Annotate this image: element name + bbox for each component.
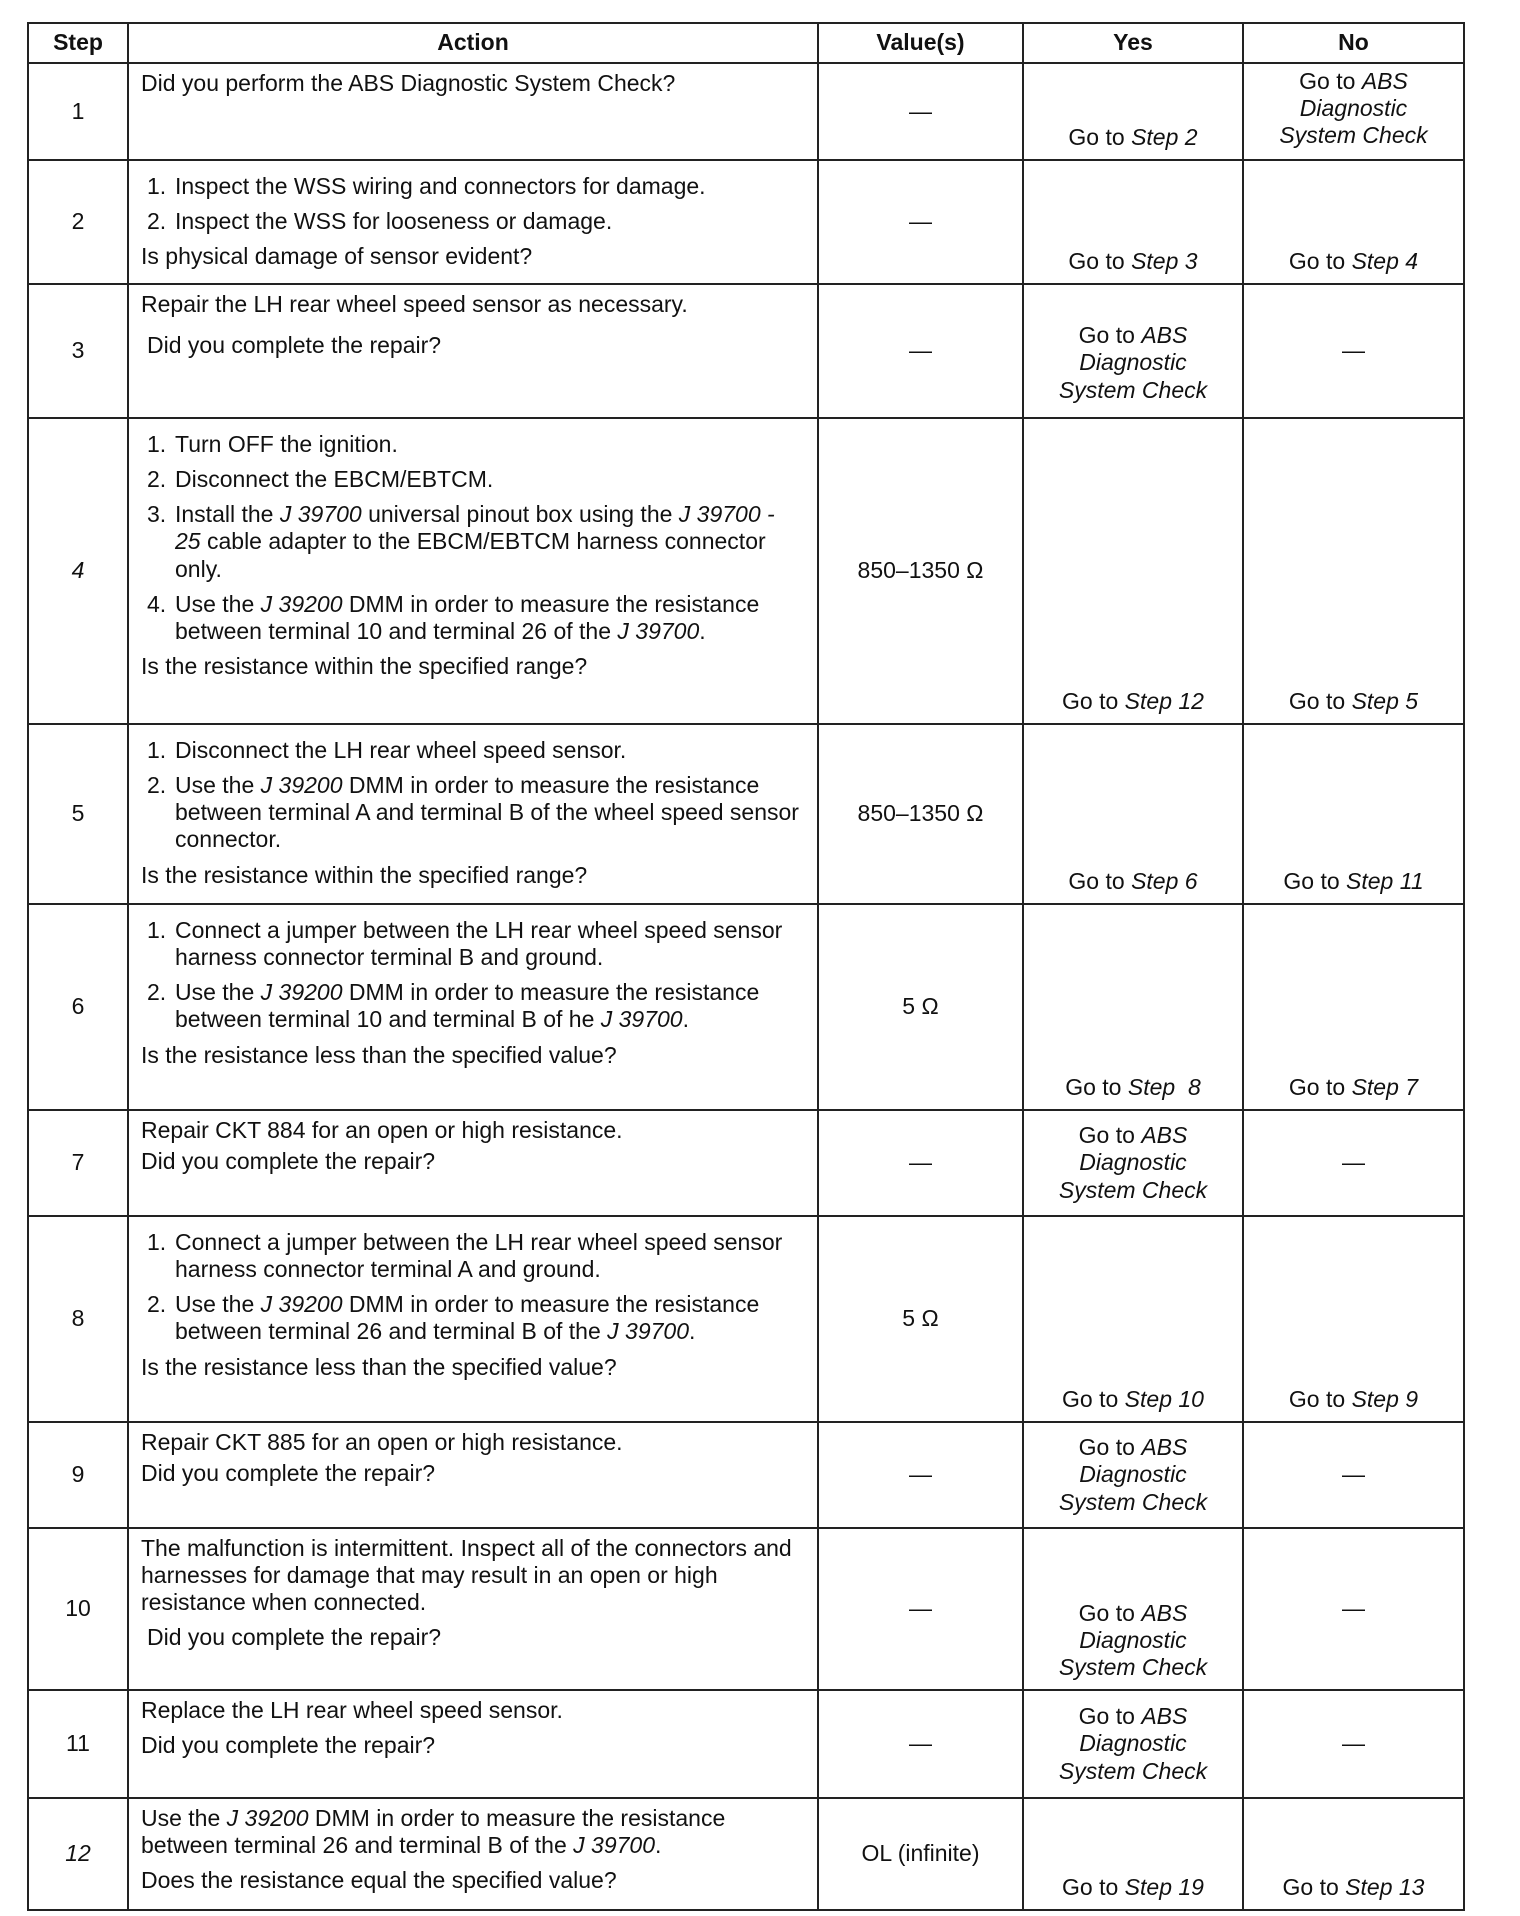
no-cell[interactable]: Go to Step 9 xyxy=(1243,1216,1464,1422)
value-cell: 5 Ω xyxy=(818,1216,1023,1422)
value-cell: — xyxy=(818,63,1023,160)
no-cell[interactable]: Go to Step 5 xyxy=(1243,418,1464,724)
action-cell xyxy=(128,160,818,284)
yes-cell[interactable]: Go to Step 6 xyxy=(1023,724,1243,904)
goto-target: ABS xyxy=(1141,1434,1188,1461)
value-cell: 850–1350 Ω xyxy=(818,418,1023,724)
diagnostic-table xyxy=(27,22,1465,1911)
header-values: Value(s) xyxy=(818,23,1023,63)
goto-target: ABS xyxy=(1141,1599,1188,1626)
action-question: Is the resistance within the specified range? xyxy=(141,652,588,679)
value-cell: 850–1350 Ω xyxy=(818,724,1023,904)
table-row xyxy=(28,160,1464,284)
goto-prefix: Go to xyxy=(1299,68,1362,94)
goto-target: Step 6 xyxy=(1131,867,1198,894)
value-cell: — xyxy=(818,1690,1023,1798)
tool-ref: J 39200 xyxy=(260,979,343,1006)
action-question: Did you complete the repair? xyxy=(147,1624,442,1651)
goto-target: Step 13 xyxy=(1345,1873,1425,1900)
action-question: Does the resistance equal the specified value? xyxy=(141,1867,617,1894)
no-cell: — xyxy=(1243,1110,1464,1216)
table-row xyxy=(28,724,1464,904)
action-steps xyxy=(141,173,805,235)
step-number: 7 xyxy=(28,1110,128,1216)
action-cell xyxy=(128,1798,818,1910)
step-number: 8 xyxy=(28,1216,128,1422)
action-cell xyxy=(128,284,818,418)
action-steps xyxy=(141,917,805,1034)
list-item: 2. Inspect the WSS for looseness or damage. xyxy=(147,208,613,235)
yes-cell[interactable]: Go to Step 19 xyxy=(1023,1798,1243,1910)
step-number: 4 xyxy=(28,418,128,724)
action-cell xyxy=(128,1216,818,1422)
goto-target: ABS xyxy=(1141,322,1188,349)
value-cell: — xyxy=(818,1422,1023,1528)
goto-target: ABS xyxy=(1141,1122,1188,1149)
yes-cell[interactable]: Go to ABS Diagnostic System Check xyxy=(1023,284,1243,418)
step-number: 10 xyxy=(28,1528,128,1690)
no-cell: — xyxy=(1243,1422,1464,1528)
table-row xyxy=(28,284,1464,418)
goto-target: Step 2 xyxy=(1131,123,1198,150)
tool-ref: J 39700 xyxy=(279,501,362,528)
action-cell xyxy=(128,63,818,160)
list-item: 1. Connect a jumper between the LH rear wheel speed sensor harness connector terminal A and ground. xyxy=(147,1229,783,1283)
step-number: 1 xyxy=(28,63,128,160)
yes-cell[interactable]: Go to ABS Diagnostic System Check xyxy=(1023,1690,1243,1798)
action-question: Did you complete the repair? xyxy=(147,332,442,359)
step-number: 9 xyxy=(28,1422,128,1528)
value-cell: — xyxy=(818,1528,1023,1690)
goto-target: Step 19 xyxy=(1124,1873,1204,1900)
action-text: Repair CKT 885 for an open or high resistance. xyxy=(141,1429,623,1455)
action-cell xyxy=(128,1528,818,1690)
step-number: 12 xyxy=(28,1798,128,1910)
action-cell xyxy=(128,904,818,1110)
table-row xyxy=(28,1798,1464,1910)
action-question: Is the resistance less than the specified value? xyxy=(141,1353,617,1380)
goto-target: Step 8 xyxy=(1127,1073,1201,1100)
table-row xyxy=(28,63,1464,160)
step-number: 3 xyxy=(28,284,128,418)
tool-ref: J 39200 xyxy=(260,1291,343,1318)
header-action: Action xyxy=(128,23,818,63)
no-cell[interactable] xyxy=(1243,160,1464,284)
action-cell xyxy=(128,418,818,724)
no-cell[interactable]: Go to Step 13 xyxy=(1243,1798,1464,1910)
tool-ref: J 39700 xyxy=(617,617,700,644)
no-cell[interactable]: Go to Step 11 xyxy=(1243,724,1464,904)
yes-cell[interactable]: Go to Step 12 xyxy=(1023,418,1243,724)
action-question: Is physical damage of sensor evident? xyxy=(141,243,533,270)
action-cell xyxy=(128,1110,818,1216)
action-question: Did you complete the repair? xyxy=(141,1732,436,1759)
header-yes: Yes xyxy=(1023,23,1243,63)
header-row xyxy=(28,23,1464,63)
list-item: 2. Use the J 39200 DMM in order to measure the resistance between terminal 10 and terminal B of he J 39700. xyxy=(147,979,760,1033)
no-cell: — xyxy=(1243,1528,1464,1690)
action-cell xyxy=(128,1690,818,1798)
step-number: 5 xyxy=(28,724,128,904)
header-step: Step xyxy=(28,23,128,63)
table-row xyxy=(28,1110,1464,1216)
list-item: 1. Connect a jumper between the LH rear wheel speed sensor harness connector terminal B and ground. xyxy=(147,917,783,971)
goto-target-line: Diagnostic xyxy=(1299,95,1408,122)
list-item: 2. Use the J 39200 DMM in order to measure the resistance between terminal 26 and terminal B of the J 39700. xyxy=(147,1291,760,1345)
no-cell[interactable] xyxy=(1243,63,1464,160)
action-question: Is the resistance less than the specified value? xyxy=(141,1041,617,1068)
action-text: Use the J 39200 DMM in order to measure the resistance between terminal 26 and terminal B of the J 39700. xyxy=(141,1805,726,1859)
header-no: No xyxy=(1243,23,1464,63)
list-item: 3. Install the J 39700 universal pinout box using the J 39700 - 25 cable adapter to the EBCM/EBTCM harness connector only. xyxy=(147,501,775,582)
no-cell: — xyxy=(1243,284,1464,418)
goto-prefix: Go to xyxy=(1068,247,1132,274)
goto-target: ABS xyxy=(1141,1703,1188,1730)
action-cell xyxy=(128,1422,818,1528)
step-number: 2 xyxy=(28,160,128,284)
list-item: 1. Turn OFF the ignition. xyxy=(147,431,398,457)
list-item: 2. Disconnect the EBCM/EBTCM. xyxy=(147,466,494,493)
table-row xyxy=(28,904,1464,1110)
step-number: 6 xyxy=(28,904,128,1110)
table-row xyxy=(28,1690,1464,1798)
action-text: Did you perform the ABS Diagnostic System Check? xyxy=(141,70,676,96)
action-text: The malfunction is intermittent. Inspect all of the connectors and harnesses for damage that may result in an open or high resistance when connected. xyxy=(141,1535,792,1616)
goto-target: Step 12 xyxy=(1124,687,1204,714)
list-item: 1. Disconnect the LH rear wheel speed sensor. xyxy=(147,737,627,763)
action-steps xyxy=(141,1229,805,1346)
action-text: Repair CKT 884 for an open or high resistance. xyxy=(141,1117,623,1143)
tool-ref: J 39700 xyxy=(600,1006,683,1033)
goto-prefix: Go to xyxy=(1288,247,1352,274)
list-item: 1. Inspect the WSS wiring and connectors for damage. xyxy=(147,173,706,199)
action-text: Replace the LH rear wheel speed sensor. xyxy=(141,1697,563,1723)
goto-target: Step 7 xyxy=(1351,1073,1419,1100)
tool-ref: J 39200 xyxy=(260,772,343,799)
goto-target-line: System Check xyxy=(1279,122,1428,149)
goto-target: Step 10 xyxy=(1124,1385,1204,1412)
goto-target: Step 3 xyxy=(1131,247,1198,274)
goto-prefix: Go to xyxy=(1068,123,1132,150)
goto-target: ABS xyxy=(1361,68,1408,94)
yes-cell[interactable]: Go to ABS Diagnostic System Check xyxy=(1023,1528,1243,1690)
yes-cell[interactable] xyxy=(1023,160,1243,284)
value-cell: — xyxy=(818,160,1023,284)
goto-target: Step 5 xyxy=(1351,687,1419,714)
action-steps xyxy=(141,431,805,645)
table-row xyxy=(28,1422,1464,1528)
tool-ref: J 39200 xyxy=(260,590,343,617)
action-question: Did you complete the repair? xyxy=(141,1460,436,1487)
table-row xyxy=(28,418,1464,724)
no-cell[interactable]: Go to Step 7 xyxy=(1243,904,1464,1110)
table-row xyxy=(28,1216,1464,1422)
no-cell: — xyxy=(1243,1690,1464,1798)
action-steps xyxy=(141,737,805,854)
value-cell: — xyxy=(818,1110,1023,1216)
goto-target: Step 11 xyxy=(1346,867,1424,894)
action-text: Repair the LH rear wheel speed sensor as necessary. xyxy=(141,291,688,317)
list-item: 2. Use the J 39200 DMM in order to measure the resistance between terminal A and terminal B of the wheel speed sensor connector. xyxy=(147,772,799,853)
yes-cell[interactable] xyxy=(1023,63,1243,160)
value-cell: 5 Ω xyxy=(818,904,1023,1110)
list-item: 4. Use the J 39200 DMM in order to measure the resistance between terminal 10 and terminal 26 of the J 39700. xyxy=(147,590,760,644)
yes-cell[interactable]: Go to ABS Diagnostic System Check xyxy=(1023,1422,1243,1528)
value-cell: OL (infinite) xyxy=(818,1798,1023,1910)
value-cell: — xyxy=(818,284,1023,418)
goto-target: Step 9 xyxy=(1351,1385,1419,1412)
goto-target: Step 4 xyxy=(1351,247,1419,274)
tool-ref: J 39700 xyxy=(573,1832,655,1859)
action-question: Is the resistance within the specified range? xyxy=(141,861,588,888)
yes-cell[interactable]: Go to Step 8 xyxy=(1023,904,1243,1110)
tool-ref: J 39700 - 25 xyxy=(175,501,775,555)
yes-cell[interactable]: Go to ABS Diagnostic System Check xyxy=(1023,1110,1243,1216)
action-question: Did you complete the repair? xyxy=(141,1148,436,1175)
tool-ref: J 39200 xyxy=(226,1805,309,1831)
table-row xyxy=(28,1528,1464,1690)
tool-ref: J 39700 xyxy=(607,1318,689,1345)
yes-cell[interactable]: Go to Step 10 xyxy=(1023,1216,1243,1422)
action-cell xyxy=(128,724,818,904)
step-number: 11 xyxy=(28,1690,128,1798)
